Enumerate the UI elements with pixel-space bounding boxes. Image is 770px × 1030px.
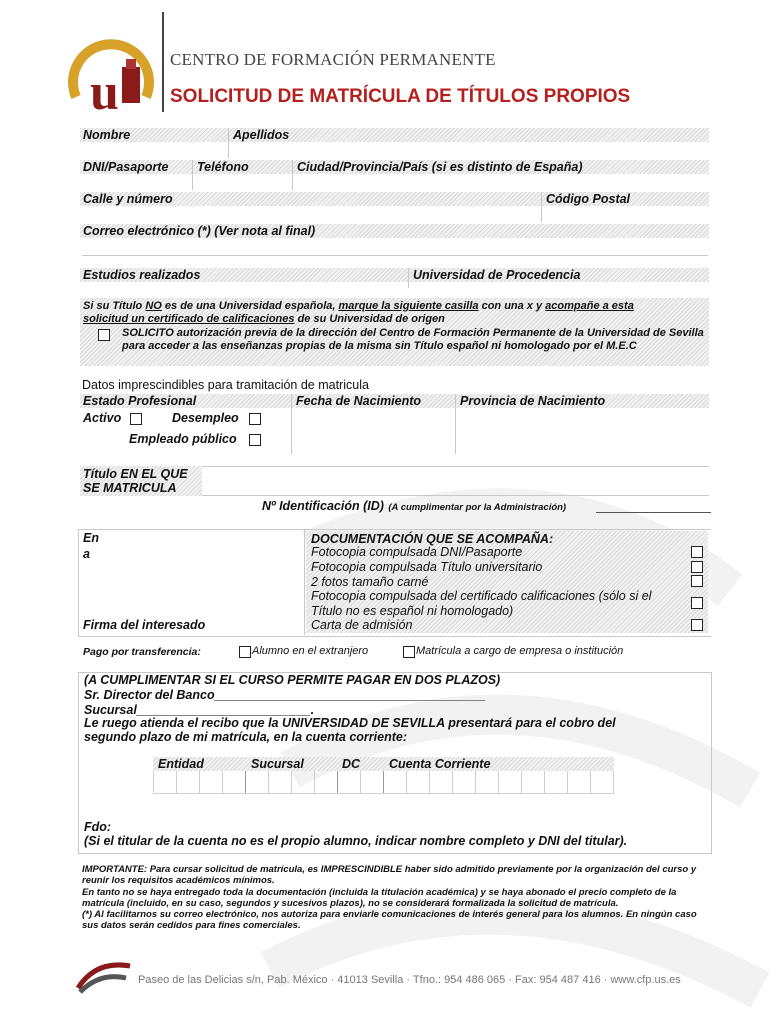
importante-p3: (*) Al facilitarnos su correo electrónico, nos autoriza para enviarle comunicaciones de interés general para los alumnos. En ningún caso sus datos serán cedidos para fines comerciales. [82, 909, 697, 932]
telefono-input[interactable] [196, 175, 290, 190]
titulo-input[interactable] [204, 468, 708, 494]
doc-checkbox-3[interactable] [691, 597, 703, 609]
label-desempleo: Desempleo [172, 411, 239, 425]
empleado-checkbox[interactable] [249, 434, 261, 446]
id-input-line[interactable] [596, 512, 711, 513]
doc-item-4: Carta de admisión [311, 618, 413, 632]
label-provincia: Provincia de Nacimiento [460, 394, 606, 408]
doc-checkbox-1[interactable] [691, 561, 703, 573]
doc-item-1: Fotocopia compulsada Título universitario [311, 560, 543, 574]
divider [455, 394, 456, 454]
cell-divider [268, 771, 269, 793]
cell-divider [475, 771, 476, 793]
plazos-banco: Sr. Director del Banco_______________________________________ [84, 688, 486, 702]
correo-input[interactable] [82, 239, 708, 256]
activo-checkbox[interactable] [130, 413, 142, 425]
label-cuenta: Cuenta Corriente [389, 757, 491, 771]
foreign-line2 [83, 313, 445, 325]
label-correo: Correo electrónico (*) (Ver nota al final) [83, 224, 316, 238]
text: NO [145, 300, 162, 312]
cell-divider [406, 771, 407, 793]
dni-input[interactable] [82, 175, 190, 190]
importante-notes [82, 864, 708, 932]
apellidos-input[interactable] [232, 143, 708, 158]
cell-divider [521, 771, 522, 793]
divider [541, 192, 542, 222]
label-ciudad: Ciudad/Provincia/País (si es distinto de España) [297, 160, 583, 174]
label-universidad: Universidad de Procedencia [413, 268, 581, 282]
university-logo [66, 37, 156, 117]
cell-divider [360, 771, 361, 793]
titulo-line2: SE MATRICULA [83, 481, 177, 495]
header-divider [162, 12, 164, 112]
divider [202, 466, 709, 467]
desempleo-checkbox[interactable] [249, 413, 261, 425]
doc-item-3: Fotocopia compulsada del certificado calificaciones (sólo si el Título no es español ni homologado) [311, 589, 652, 618]
center-name: CENTRO DE FORMACIÓN PERMANENTE [170, 50, 496, 69]
cuenta-header [153, 757, 614, 771]
pago-empresa-checkbox[interactable] [403, 646, 415, 658]
titulo-line1: Título EN EL QUE [83, 467, 188, 481]
importante-p2: En tanto no se haya entregado toda la documentación (incluida la titulación académica) y se haya abonado el precio completo de la matrícula (incluido, en su caso, segundos y sucesivos plazos), no se considerará formalizada la solicitud de matrícula. [82, 886, 677, 909]
label-sucursal: Sucursal [251, 757, 304, 771]
cell-divider [176, 771, 177, 793]
text: acompañe a esta [545, 300, 634, 312]
cp-input[interactable] [545, 207, 708, 222]
divider [192, 160, 193, 190]
doc-checkbox-0[interactable] [691, 546, 703, 558]
titulo-label [83, 467, 188, 495]
pago-extranjero-checkbox[interactable] [239, 646, 251, 658]
label-activo: Activo [83, 411, 122, 425]
text: solicitud un certificado de calificaciones [83, 313, 295, 325]
footer-address: Paseo de las Delicias s/n, Pab. México · 41013 Sevilla · Tfno.: 954 486 065 · Fax: 954 487 416 · www.cfp.us.es [138, 974, 681, 986]
divider [202, 495, 709, 496]
divider [228, 128, 229, 158]
plazos-line1: (A CUMPLIMENTAR SI EL CURSO PERMITE PAGAR EN DOS PLAZOS) [84, 673, 501, 687]
label-cp: Código Postal [546, 192, 631, 206]
text: con una x y [478, 300, 546, 312]
id-label [262, 497, 566, 515]
provincia-input[interactable] [460, 410, 708, 452]
label-nombre: Nombre [83, 128, 131, 142]
text: marque la siguiente casilla [338, 300, 479, 312]
label-firma: Firma del interesado [83, 618, 206, 632]
text: es de una Universidad española, [161, 300, 339, 312]
label-en: En [83, 531, 99, 545]
cell-divider [544, 771, 545, 793]
cell-divider [498, 771, 499, 793]
pago-opt1: Alumno en el extranjero [252, 645, 369, 657]
text: Si su Título [83, 300, 146, 312]
doc-item-0: Fotocopia compulsada DNI/Pasaporte [311, 545, 523, 559]
doc-checkbox-2[interactable] [691, 575, 703, 587]
titular-note: (Si el titular de la cuenta no es el propio alumno, indicar nombre completo y DNI del titular). [84, 834, 628, 848]
cell-divider [153, 771, 154, 793]
id-label-main: Nº Identificación (ID) [262, 499, 384, 513]
id-label-note: (A cumplimentar por la Administración) [388, 502, 567, 513]
plazos-sucursal: Sucursal_________________________. [84, 703, 315, 717]
divider [291, 394, 292, 454]
label-empleado: Empleado público [129, 432, 237, 446]
divider [408, 268, 409, 288]
label-a: a [83, 547, 90, 561]
docs-heading: DOCUMENTACIÓN QUE SE ACOMPAÑA: [311, 532, 554, 546]
datos-heading: Datos imprescindibles para tramitación de matricula [82, 378, 369, 392]
cell-divider [613, 771, 614, 793]
label-telefono: Teléfono [197, 160, 249, 174]
fecha-input[interactable] [296, 410, 452, 452]
divider [292, 160, 293, 190]
text: de su Universidad de origen [294, 313, 445, 325]
label-apellidos: Apellidos [233, 128, 290, 142]
row-nombre [80, 128, 709, 142]
label-entidad: Entidad [158, 757, 204, 771]
plazos-segundo: segundo plazo de mi matrícula, en la cuenta corriente: [84, 730, 407, 744]
label-fdo: Fdo: [84, 820, 112, 834]
label-estado: Estado Profesional [83, 394, 197, 408]
cell-divider [383, 771, 384, 793]
cell-divider [291, 771, 292, 793]
ciudad-input[interactable] [296, 175, 708, 190]
doc-checkbox-4[interactable] [691, 619, 703, 631]
cell-divider [590, 771, 591, 793]
nombre-input[interactable] [82, 143, 226, 158]
cell-divider [452, 771, 453, 793]
pago-opt2: Matrícula a cargo de empresa o institución [416, 645, 624, 657]
divider [304, 529, 305, 635]
cuenta-cells[interactable] [153, 771, 614, 794]
calle-input[interactable] [82, 207, 538, 222]
solicito-checkbox[interactable] [98, 329, 110, 341]
importante-p1: IMPORTANTE: Para cursar solicitud de matrícula, es IMPRESCINDIBLE haber sido admitido previamente por la organización del curso y reunir los requisitos académicos mínimos. [82, 864, 697, 887]
label-calle: Calle y número [83, 192, 173, 206]
label-dc: DC [342, 757, 361, 771]
footer-logo [76, 958, 132, 994]
pago-label: Pago por transferencia: [83, 646, 201, 658]
universidad-input[interactable] [412, 283, 708, 293]
solicito-text: SOLICITO autorización previa de la dirección del Centro de Formación Permanente de la Universidad de Sevilla para acceder a las enseñanzas propias de la misma sin Título español ni homologado por el M.E.C [122, 327, 704, 352]
cell-divider [245, 771, 246, 793]
svg-text:u: u [90, 64, 119, 117]
form-title: SOLICITUD DE MATRÍCULA DE TÍTULOS PROPIOS [170, 86, 631, 107]
label-estudios: Estudios realizados [83, 268, 201, 282]
doc-item-2: 2 fotos tamaño carné [311, 575, 429, 589]
cell-divider [429, 771, 430, 793]
cell-divider [222, 771, 223, 793]
cell-divider [337, 771, 338, 793]
estudios-input[interactable] [82, 283, 406, 293]
firma-area[interactable] [106, 532, 300, 612]
cell-divider [199, 771, 200, 793]
cell-divider [314, 771, 315, 793]
foreign-line1 [83, 300, 634, 312]
label-dni: DNI/Pasaporte [83, 160, 169, 174]
cell-divider [567, 771, 568, 793]
label-fecha: Fecha de Nacimiento [296, 394, 422, 408]
plazos-ruego: Le ruego atienda el recibo que la UNIVERSIDAD DE SEVILLA presentará para el cobro del [84, 716, 616, 730]
